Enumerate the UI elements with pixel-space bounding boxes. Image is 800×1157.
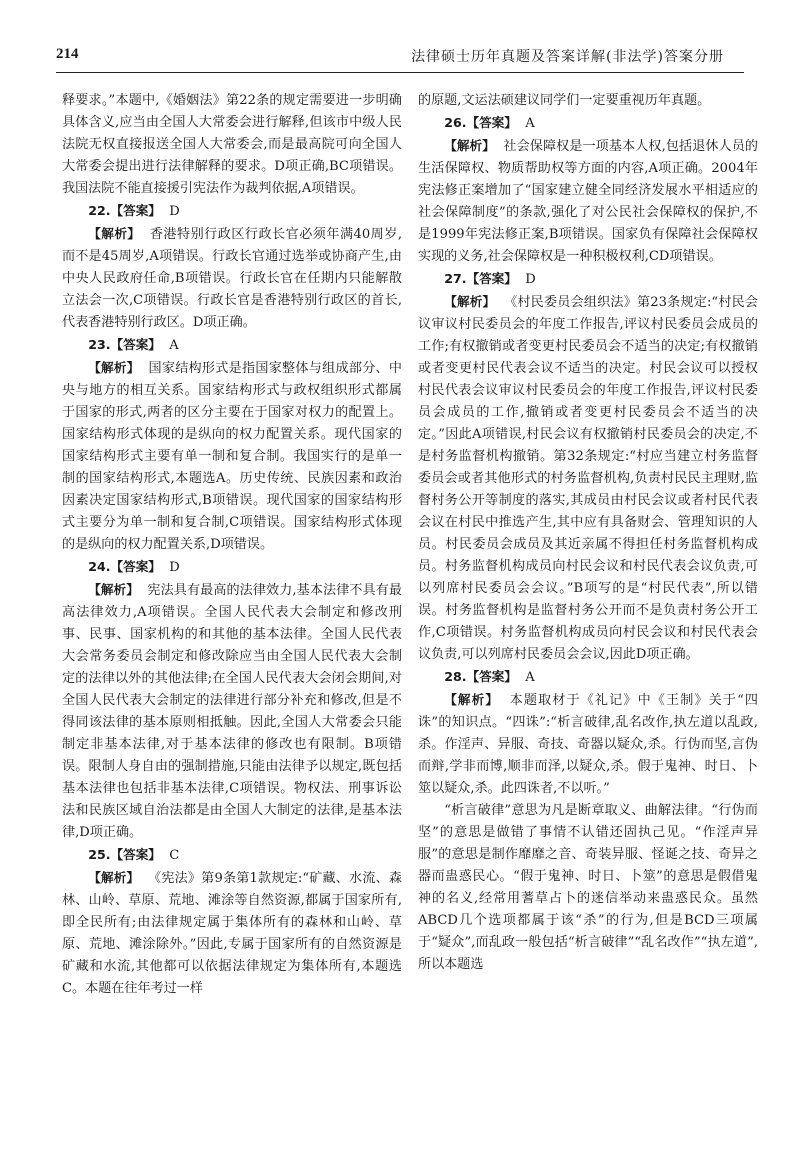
- answer-label: 【答案】: [466, 669, 517, 684]
- analysis-label: 【解析】: [88, 226, 141, 241]
- question-number: 28.: [444, 669, 467, 684]
- analysis-paragraph: [418, 135, 758, 268]
- analysis-text: 国家结构形式是指国家整体与组成部分、中央与地方的相互关系。国家结构形式与政权组织形式都属于国家的形式,两者的区分主要在于国家对权力的配置上。国家结构形式体现的是纵向的权力配置关系。现代国家的国家结构形式主要有单一制和复合制。我国实行的是单一制的国家结构形式,本题选A。历史传统、民族因素和政治因素决定国家结构形式,B项错误。现代国家的国家结构形式主要分为单一制和复合制,C项错误。国家结构形式体现的是纵向的权力配置关系,D项错误。: [62, 361, 403, 552]
- analysis-paragraph: [62, 867, 402, 1000]
- paragraph-text: 的原题,文运法硕建议同学们一定要重视历年真题。: [418, 93, 711, 108]
- page-header: [56, 44, 744, 70]
- continued-paragraph: [418, 90, 758, 112]
- left-column: [62, 90, 402, 1000]
- question-number: 25.: [88, 847, 111, 862]
- analysis-text: 香港特别行政区行政长官必须年满40周岁,而不是45周岁,A项错误。行政长官通过选举或协商产生,由中央人民政府任命,B项错误。行政长官在任期内只能解散立法会一次,C项错误。行政长官是香港特别行政区的首长,代表香港特别行政区。D项正确。: [62, 227, 403, 330]
- analysis-paragraph: [62, 223, 402, 334]
- paragraph-text: “析言破律”意思为凡是断章取义、曲解法律。“行伪而坚”的意思是做错了事情不认错还固执己见。“作淫声异服”的意思是制作靡靡之音、奇装异服、怪诞之技、奇异之器而蛊惑民心。“假于鬼神、时日、卜筮”的意思是假借鬼神的名义,经常用蓍草占卜的迷信举动来蛊惑民众。虽然ABCD几个选项都属于该“杀”的行为,但是BCD三项属于“疑众”,而乱政一般包括“析言破律”“乱名改作”“执左道”,所以本题选: [418, 803, 758, 972]
- question-number: 22.: [88, 203, 111, 218]
- answer-value: A: [169, 338, 179, 353]
- answer-label: 【答案】: [466, 115, 517, 130]
- answer-line: [418, 666, 758, 689]
- answer-label: 【答案】: [466, 271, 517, 286]
- answer-line: [62, 844, 402, 867]
- analysis-text: 本题取材于《礼记》中《王制》关于“四诛”的知识点。“四诛”:“析言破律,乱名改作,执左道以乱政,杀。作淫声、异服、奇技、奇器以疑众,杀。行伪而坚,言伪而辩,学非而博,顺非而泽,以疑众,杀。假于鬼神、时日、卜筮以疑众,杀。此四诛者,不以听。”: [418, 693, 759, 796]
- analysis-paragraph: [62, 579, 402, 844]
- answer-line: [418, 268, 758, 291]
- question-number: 26.: [444, 115, 467, 130]
- analysis-paragraph: [418, 689, 758, 800]
- analysis-label: 【解析】: [88, 870, 140, 885]
- analysis-label: 【解析】: [444, 138, 495, 153]
- page-number: 214: [56, 46, 79, 62]
- answer-value: D: [525, 272, 536, 287]
- answer-value: C: [169, 848, 180, 863]
- answer-value: A: [525, 670, 535, 685]
- analysis-text: 《村民委员会组织法》第23条规定:“村民会议审议村民委员会的年度工作报告,评议村民委员会成员的工作;有权撤销或者变更村民委员会不适当的决定;有权撤销或者变更村民代表会议不适当的决定。村民会议可以授权村民代表会议审议村民委员会的年度工作报告,评议村民委员会成员的工作,撤销或者变更村民委员会不适当的决定。”因此A项错误,村民会议有权撤销村民委员会的决定,不是村务监督机构撤销。第32条规定:“村应当建立村务监督委员会或者其他形式的村务监督机构,负责村民民主理财,监督村务公开等制度的落实,其成员由村民会议或者村民代表会议在村民中推选产生,其中应有具备财会、管理知识的人员。村民委员会成员及其近亲属不得担任村务监督机构成员。村务监督机构成员向村民会议和村民代表会议负责,可以列席村民委员会会议。”B项写的是“村民代表”,所以错误。村务监督机构是监督村务公开而不是负责村务公开工作,C项错误。村务监督机构成员向村民会议和村民代表会议负责,可以列席村民委员会会议,因此D项正确。: [418, 295, 759, 662]
- analysis-paragraph: [418, 291, 758, 666]
- book-title: 法律硕士历年真题及答案详解(非法学)答案分册: [411, 49, 724, 65]
- answer-line: [62, 556, 402, 579]
- analysis-label: 【解析】: [88, 360, 140, 375]
- answer-line: [418, 112, 758, 135]
- answer-line: [62, 200, 402, 223]
- paragraph-text: 释要求。”本题中,《婚姻法》第22条的规定需要进一步明确具体含义,应当由全国人大常委会进行解释,但该市中级人民法院无权直接报送全国人大常委会,而是最高院可向全国人大常委会提出进行法律解释的要求。D项正确,BC项错误。我国法院不能直接援引宪法作为裁判依据,A项错误。: [62, 93, 402, 196]
- question-number: 23.: [88, 337, 111, 352]
- continued-paragraph: [62, 90, 402, 200]
- answer-label: 【答案】: [110, 559, 161, 574]
- answer-value: A: [525, 116, 535, 131]
- analysis-text: 社会保障权是一项基本人权,包括退休人员的生活保障权、物质帮助权等方面的内容,A项正确。2004年宪法修正案增加了“国家建立健全同经济发展水平相适应的社会保障制度”的条款,强化了对公民社会保障权的保护,不是1999年宪法修正案,B项错误。国家负有保障社会保障权实现的义务,社会保障权是一种积极权利,CD项错误。: [418, 139, 759, 264]
- right-column: [418, 90, 758, 976]
- analysis-label: 【解析】: [444, 294, 496, 309]
- answer-label: 【答案】: [110, 847, 161, 862]
- analysis-text: 《宪法》第9条第1款规定:“矿藏、水流、森林、山岭、草原、荒地、滩涂等自然资源,都属于国家所有,即全民所有;由法律规定属于集体所有的森林和山岭、草原、荒地、滩涂除外。”因此,专属于国家所有的自然资源是矿藏和水流,其他都可以依据法律规定为集体所有,本题选C。本题在往年考过一样: [62, 871, 402, 996]
- answer-value: D: [169, 560, 180, 575]
- answer-label: 【答案】: [110, 337, 161, 352]
- answer-value: D: [169, 204, 180, 219]
- answer-line: [62, 334, 402, 357]
- question-number: 24.: [88, 559, 111, 574]
- analysis-label: 【解析】: [444, 692, 500, 707]
- analysis-label: 【解析】: [88, 582, 139, 597]
- paragraph: [418, 800, 758, 976]
- analysis-paragraph: [62, 357, 402, 556]
- analysis-text: 宪法具有最高的法律效力,基本法律不具有最高法律效力,A项错误。全国人民代表大会制定和修改刑事、民事、国家机构的和其他的基本法律。全国人民代表大会常务委员会制定和修改除应当由全国人民代表大会制定的法律以外的其他法律;在全国人民代表大会闭会期间,对全国人民代表大会制定的法律进行部分补充和修改,但是不得同该法律的基本原则相抵触。因此,全国人大常委会只能制定非基本法律,对于基本法律的修改也有限制。B项错误。限制人身自由的强制措施,只能由法律予以规定,既包括基本法律也包括非基本法律,C项错误。物权法、刑事诉讼法和民族区域自治法都是由全国人大制定的法律,是基本法律,D项正确。: [62, 583, 403, 840]
- answer-label: 【答案】: [110, 203, 161, 218]
- header-rule: [56, 72, 744, 73]
- question-number: 27.: [444, 271, 467, 286]
